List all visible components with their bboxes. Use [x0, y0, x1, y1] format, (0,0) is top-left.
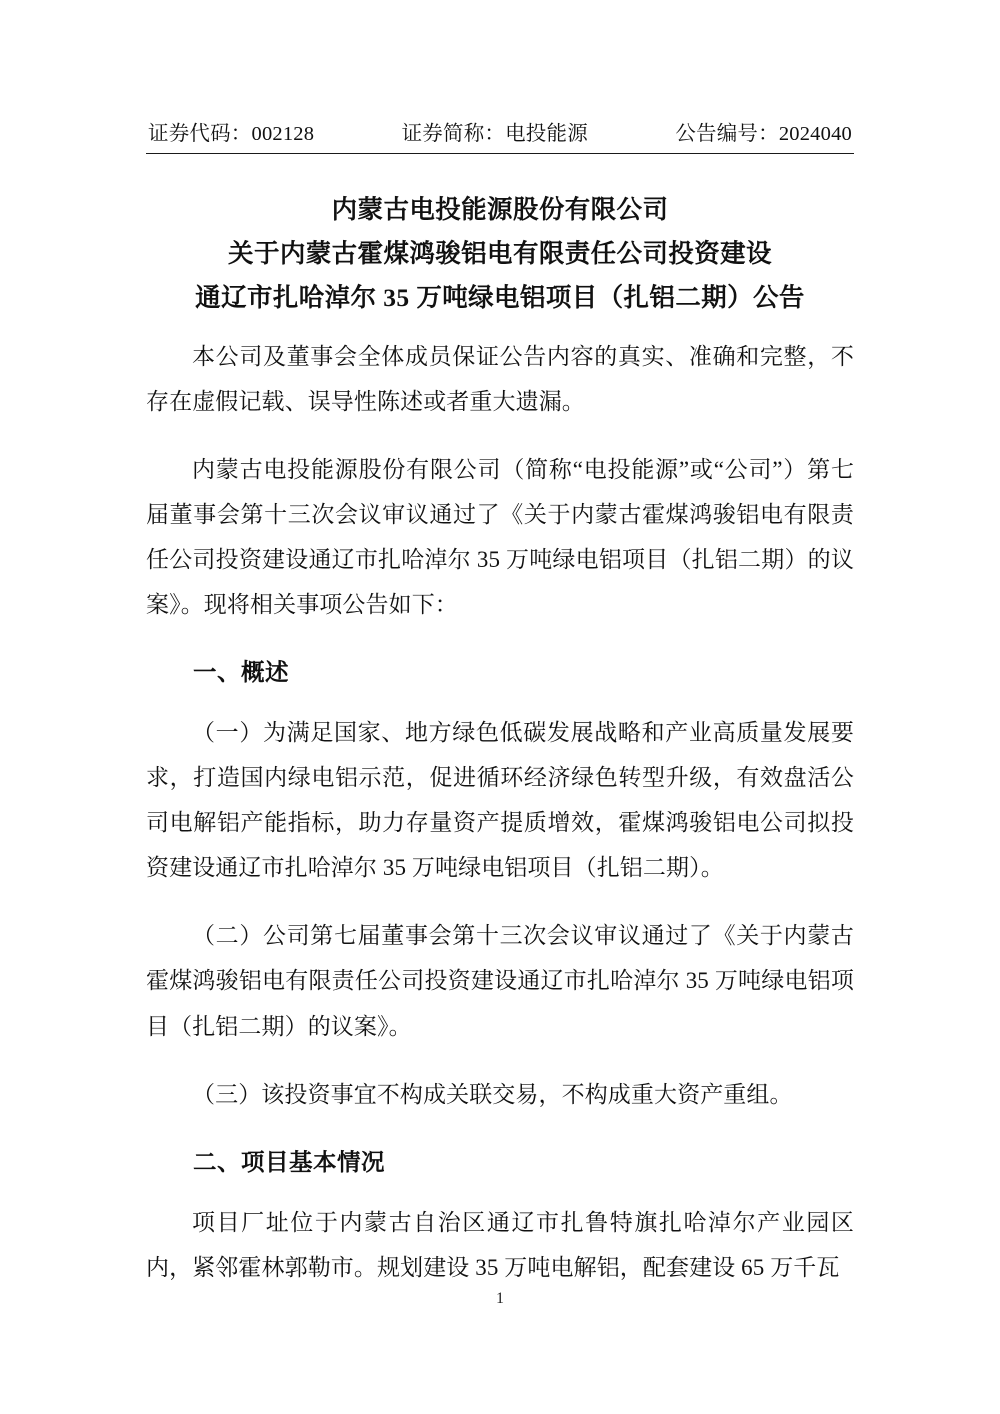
section-heading-project-basics: 二、项目基本情况 — [193, 1149, 385, 1176]
page-number: 1 — [496, 1290, 504, 1307]
announcement-number: 公告编号：2024040 — [675, 123, 852, 145]
paragraph-board-resolution: 内蒙古电投能源股份有限公司（简称“电投能源”或“公司”）第七届董事会第十三次会议审议通过了《关于内蒙古霍煤鸿骏铝电有限责任公司投资建设通辽市扎哈淖尔 35 万吨绿电铝项目（扎铝二期）的议案》。现将相关事项公告如下： — [146, 456, 854, 617]
title-line-1: 内蒙古电投能源股份有限公司 — [331, 195, 669, 224]
page-title — [146, 188, 854, 320]
document-header — [146, 116, 854, 154]
paragraph-project-basics-1: 项目厂址位于内蒙古自治区通辽市扎鲁特旗扎哈淖尔产业园区内，紧邻霍林郭勒市。规划建设 35 万吨电解铝，配套建设 65 万千瓦 — [146, 1209, 854, 1280]
paragraph-overview-1: （一）为满足国家、地方绿色低碳发展战略和产业高质量发展要求，打造国内绿电铝示范，促进循环经济绿色转型升级，有效盘活公司电解铝产能指标，助力存量资产提质增效，霍煤鸿骏铝电公司拟投资建设通辽市扎哈淖尔 35 万吨绿电铝项目（扎铝二期）。 — [146, 720, 854, 881]
paragraph-overview-2: （二）公司第七届董事会第十三次会议审议通过了《关于内蒙古霍煤鸿骏铝电有限责任公司投资建设通辽市扎哈淖尔 35 万吨绿电铝项目（扎铝二期）的议案》。 — [146, 923, 854, 1039]
security-name: 证券简称：电投能源 — [401, 123, 588, 145]
document-content — [146, 116, 854, 1313]
paragraph-overview-3: （三）该投资事宜不构成关联交易，不构成重大资产重组。 — [192, 1081, 793, 1107]
title-line-2: 关于内蒙古霍煤鸿骏铝电有限责任公司投资建设 — [228, 238, 772, 268]
section-heading-overview: 一、概述 — [193, 660, 289, 687]
security-code: 证券代码：002128 — [148, 123, 315, 145]
title-line-3: 通辽市扎哈淖尔 35 万吨绿电铝项目（扎铝二期）公告 — [195, 282, 805, 312]
paragraph-assurance: 本公司及董事会全体成员保证公告内容的真实、准确和完整，不存在虚假记载、误导性陈述或者重大遗漏。 — [146, 343, 854, 414]
